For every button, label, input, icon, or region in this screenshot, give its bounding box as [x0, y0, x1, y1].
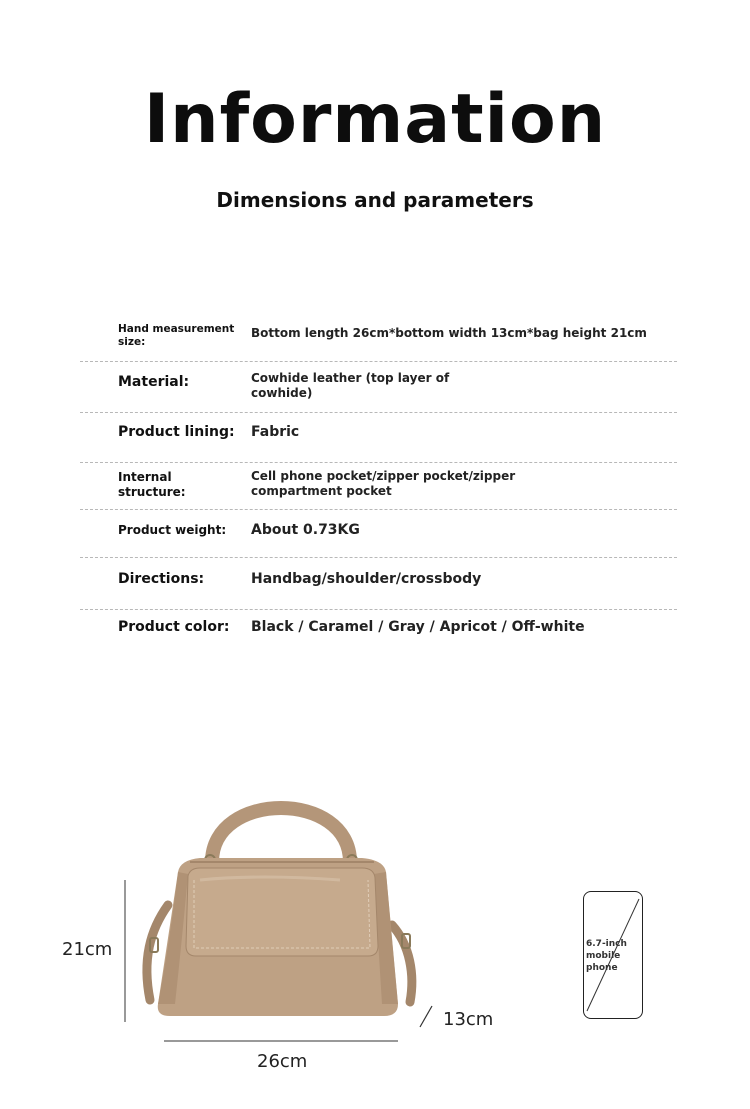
page-subtitle: Dimensions and parameters: [216, 188, 534, 212]
spec-label-material: Material:: [118, 374, 190, 390]
page-title: Information: [143, 80, 607, 159]
width-dimension: 26cm: [257, 1051, 308, 1072]
spec-label-directions: Directions:: [118, 571, 205, 587]
spec-label-color: Product color:: [118, 619, 230, 635]
spec-label-lining: Product lining:: [118, 424, 235, 440]
spec-value-size: Bottom length 26cm*bottom width 13cm*bag height 21cm: [251, 326, 647, 340]
spec-value-lining: Fabric: [251, 424, 300, 440]
phone-label: 6.7-inch mobile phone: [586, 939, 627, 973]
spec-value-material: Cowhide leather (top layer of cowhide): [251, 371, 450, 400]
height-dimension: 21cm: [62, 939, 113, 960]
spec-value-color: Black / Caramel / Gray / Apricot / Off-white: [251, 619, 585, 635]
depth-dimension: 13cm: [443, 1009, 494, 1030]
spec-label-size: Hand measurement size:: [118, 323, 235, 348]
spec-label-structure: Internal structure:: [118, 470, 186, 499]
spec-value-directions: Handbag/shoulder/crossbody: [251, 571, 482, 587]
spec-value-weight: About 0.73KG: [251, 522, 360, 538]
spec-value-structure: Cell phone pocket/zipper pocket/zipper compartment pocket: [251, 469, 516, 498]
phone-outline: [583, 891, 643, 1019]
spec-label-weight: Product weight:: [118, 523, 227, 537]
